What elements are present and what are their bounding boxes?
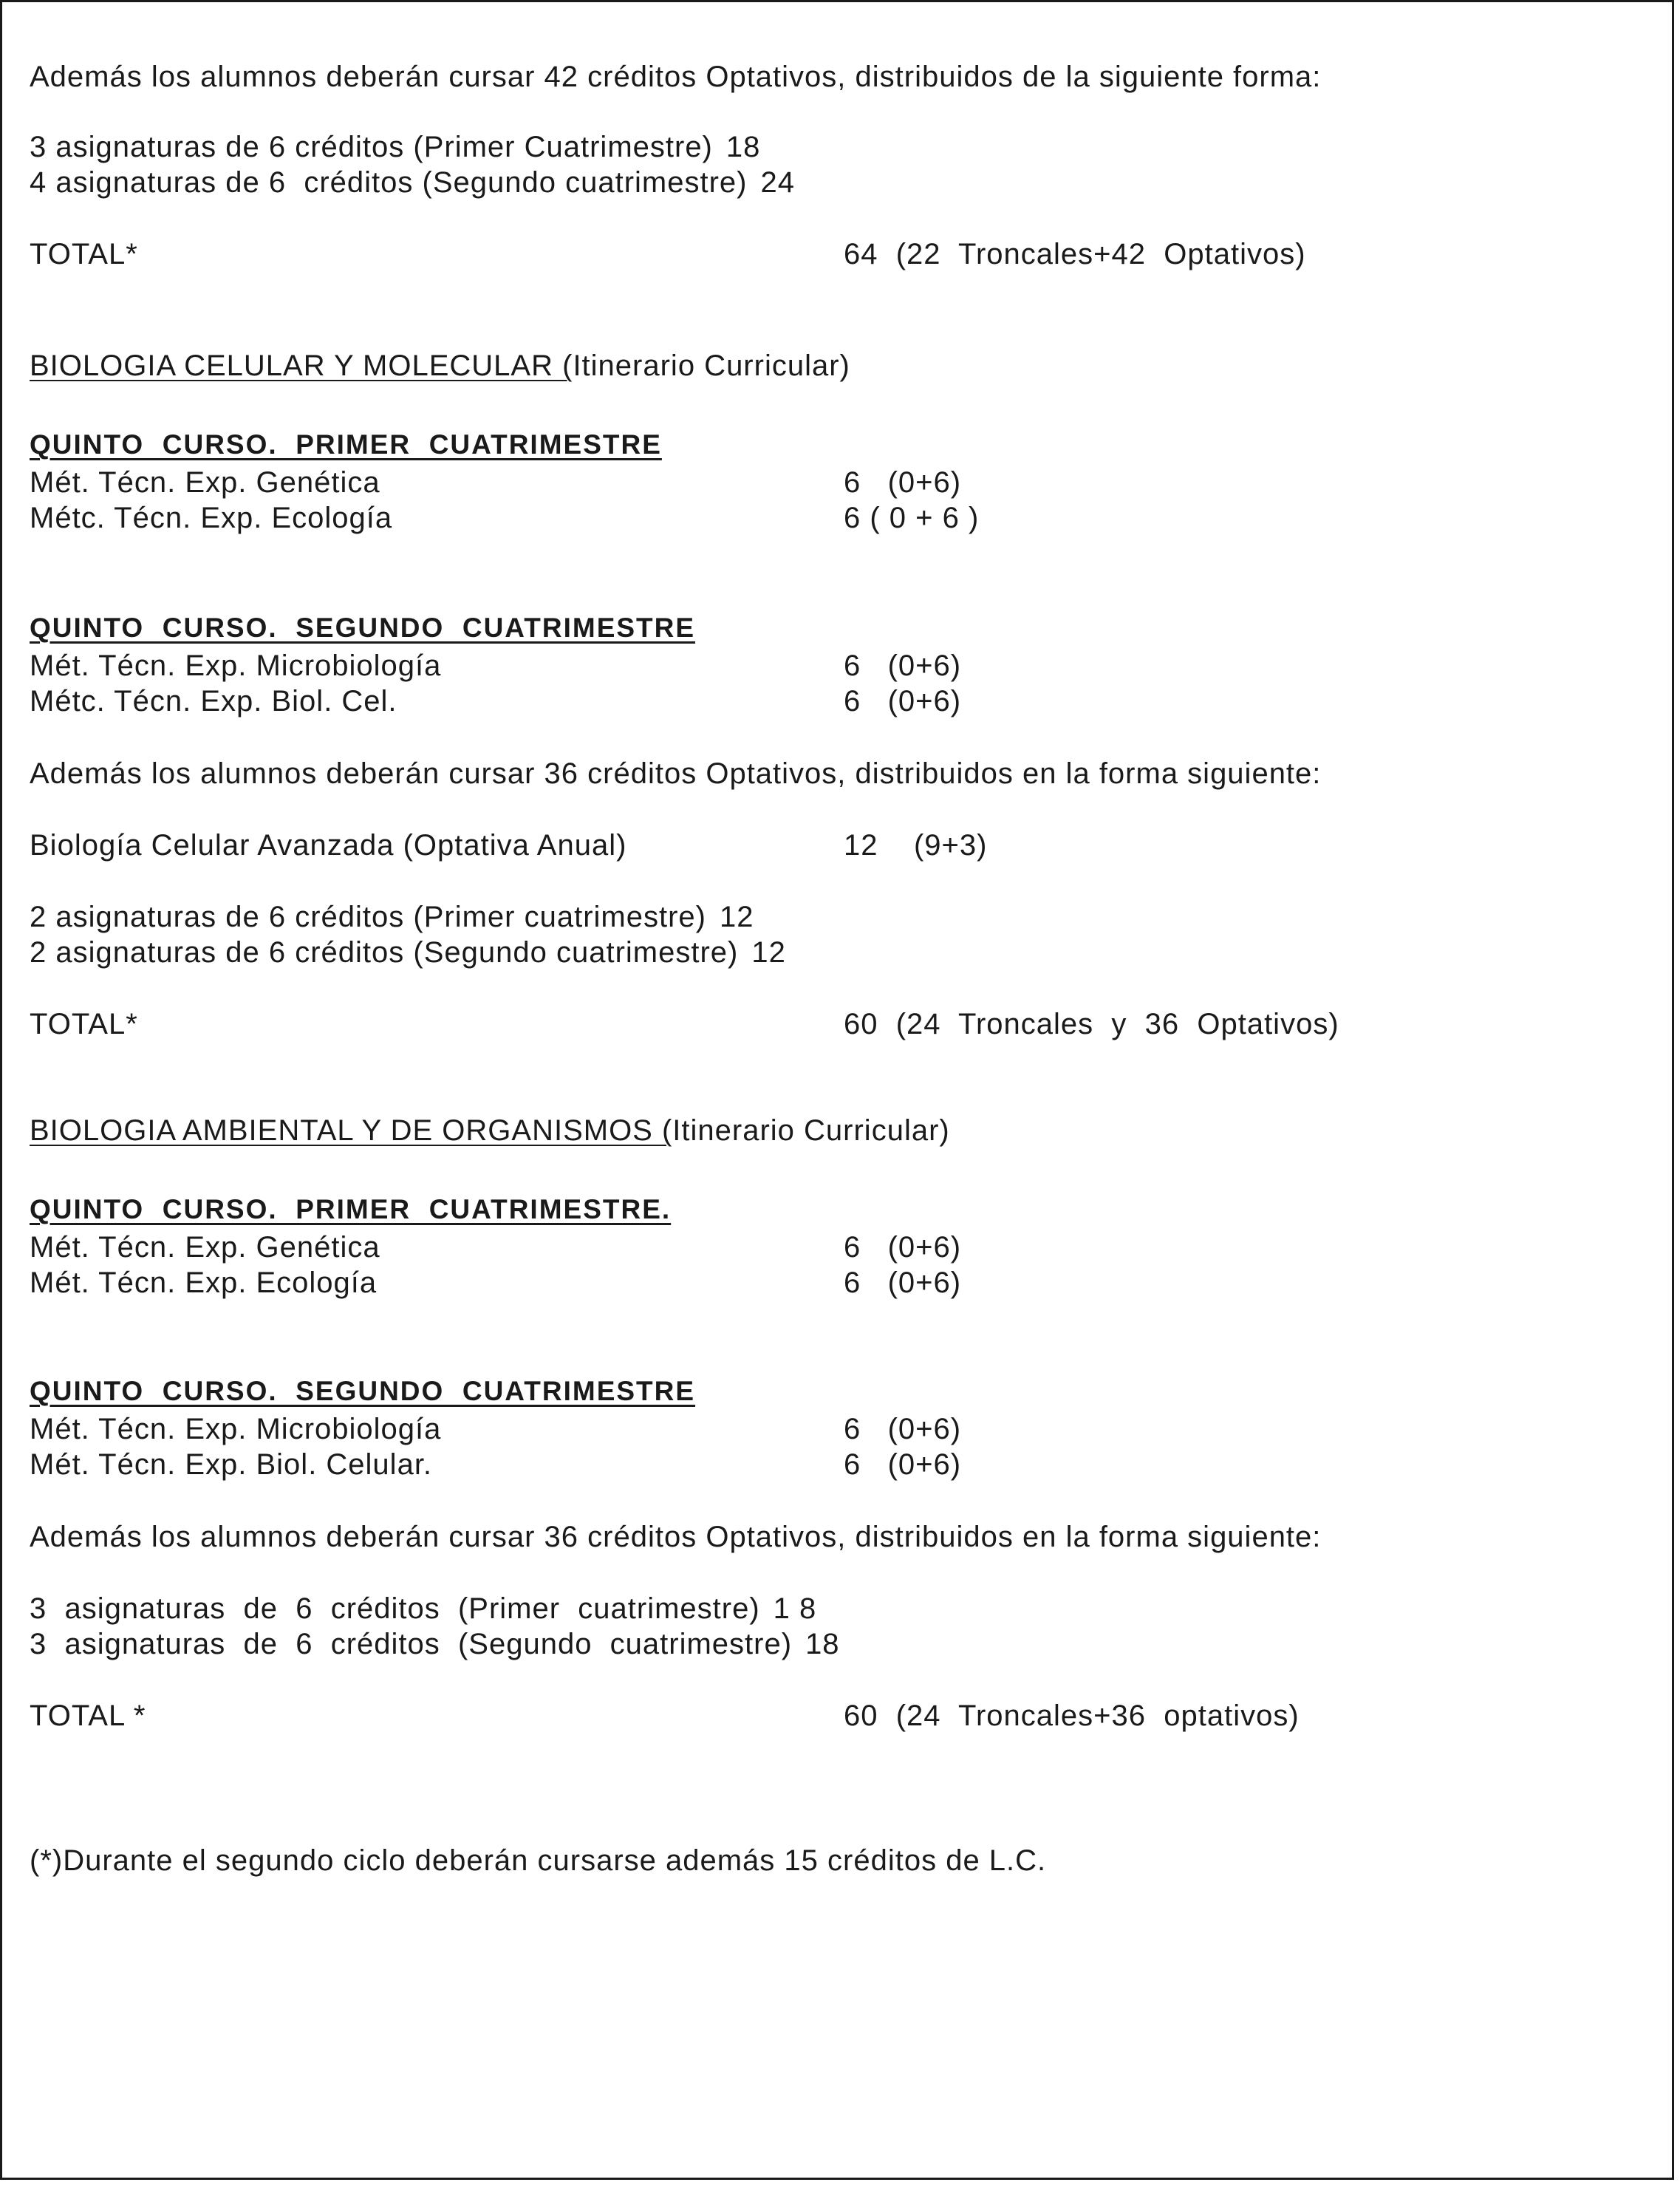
- section-bao-second-item-value: 6 (0+6): [844, 1413, 962, 1445]
- section-bcm-row1: [30, 899, 754, 935]
- block1-row1: [30, 129, 760, 165]
- section-bcm-second-heading: QUINTO CURSO. SEGUNDO CUATRIMESTRE: [30, 613, 696, 643]
- section-bao-second-heading: QUINTO CURSO. SEGUNDO CUATRIMESTRE: [30, 1376, 696, 1406]
- block1-row2-label: 4 asignaturas de 6 créditos (Segundo cuatrimestre): [30, 166, 748, 199]
- block1-row2-value: 24: [760, 166, 795, 199]
- block1-row1-value: 18: [725, 131, 761, 163]
- section-bao-first-item-label: Mét. Técn. Exp. Ecología: [30, 1267, 378, 1299]
- section-bao-row1-label: 3 asignaturas de 6 créditos (Primer cuatrimestre): [30, 1592, 760, 1625]
- block1-row2: [30, 165, 795, 200]
- section-bcm-second-item-value: 6 (0+6): [844, 650, 962, 682]
- section-bao-row2-value: 18: [805, 1628, 840, 1660]
- section-bcm-annual-label: Biología Celular Avanzada (Optativa Anual): [30, 829, 627, 862]
- section-bcm-first-item-value: 6 ( 0 + 6 ): [844, 502, 980, 534]
- section-bcm-first-item-label: Mét. Técn. Exp. Genética: [30, 466, 380, 499]
- section-bao-second-item-label: Mét. Técn. Exp. Biol. Celular.: [30, 1448, 433, 1481]
- section-bcm-row1-value: 12: [720, 901, 754, 933]
- section-bao-title-underlined: BIOLOGIA AMBIENTAL Y DE ORGANISMOS (: [30, 1114, 673, 1147]
- section-bcm-row2-value: 12: [751, 936, 786, 969]
- block1-total-label: TOTAL*: [30, 238, 138, 270]
- section-bcm-intro: Además los alumnos deberán cursar 36 créditos Optativos, distribuidos en la forma siguiente:: [30, 757, 1322, 790]
- section-bao-title-rest: Itinerario Curricular): [672, 1114, 950, 1147]
- section-bao-second-item-label: Mét. Técn. Exp. Microbiología: [30, 1413, 442, 1445]
- section-bao-first-item-label: Mét. Técn. Exp. Genética: [30, 1231, 380, 1264]
- section-bcm-row2-label: 2 asignaturas de 6 créditos (Segundo cuatrimestre): [30, 936, 739, 969]
- section-bcm-second-item-label: Métc. Técn. Exp. Biol. Cel.: [30, 685, 397, 717]
- section-bcm-first-heading: QUINTO CURSO. PRIMER CUATRIMESTRE: [30, 429, 662, 460]
- section-bao-first-item-value: 6 (0+6): [844, 1231, 962, 1264]
- section-bcm-first-item-label: Métc. Técn. Exp. Ecología: [30, 502, 393, 534]
- section-bcm-second-item-value: 6 (0+6): [844, 685, 962, 717]
- section-bao-row1-value: 1 8: [773, 1592, 817, 1625]
- section-bcm-title-underlined: BIOLOGIA CELULAR Y MOLECULAR (: [30, 350, 573, 382]
- section-bcm-total-value: 60 (24 Troncales y 36 Optativos): [844, 1008, 1339, 1040]
- section-bcm-total-label: TOTAL*: [30, 1008, 138, 1040]
- section-bcm-title: [30, 348, 850, 384]
- section-bcm-title-rest: Itinerario Curricular): [573, 350, 850, 382]
- section-bcm-second-item-label: Mét. Técn. Exp. Microbiología: [30, 650, 442, 682]
- section-bcm-annual-value: 12 (9+3): [844, 829, 988, 862]
- section-bao-total-value: 60 (24 Troncales+36 optativos): [844, 1700, 1300, 1732]
- block1-intro: Además los alumnos deberán cursar 42 créditos Optativos, distribuidos de la siguiente forma:: [30, 61, 1322, 93]
- section-bcm-row1-label: 2 asignaturas de 6 créditos (Primer cuatrimestre): [30, 901, 706, 933]
- block1-row1-label: 3 asignaturas de 6 créditos (Primer Cuatrimestre): [30, 131, 713, 163]
- footnote: (*)Durante el segundo ciclo deberán cursarse además 15 créditos de L.C.: [30, 1844, 1047, 1877]
- section-bao-second-item-value: 6 (0+6): [844, 1448, 962, 1481]
- section-bao-row2: [30, 1626, 840, 1662]
- section-bao-total-label: TOTAL *: [30, 1700, 146, 1732]
- section-bao-intro: Además los alumnos deberán cursar 36 créditos Optativos, distribuidos en la forma siguiente:: [30, 1521, 1322, 1553]
- section-bcm-row2: [30, 935, 786, 970]
- section-bao-row1: [30, 1591, 816, 1626]
- section-bao-first-heading: QUINTO CURSO. PRIMER CUATRIMESTRE.: [30, 1194, 672, 1224]
- section-bao-first-item-value: 6 (0+6): [844, 1267, 962, 1299]
- block1-total-value: 64 (22 Troncales+42 Optativos): [844, 238, 1306, 270]
- section-bcm-first-item-value: 6 (0+6): [844, 466, 962, 499]
- section-bao-title: [30, 1113, 950, 1148]
- section-bao-row2-label: 3 asignaturas de 6 créditos (Segundo cuatrimestre): [30, 1628, 793, 1660]
